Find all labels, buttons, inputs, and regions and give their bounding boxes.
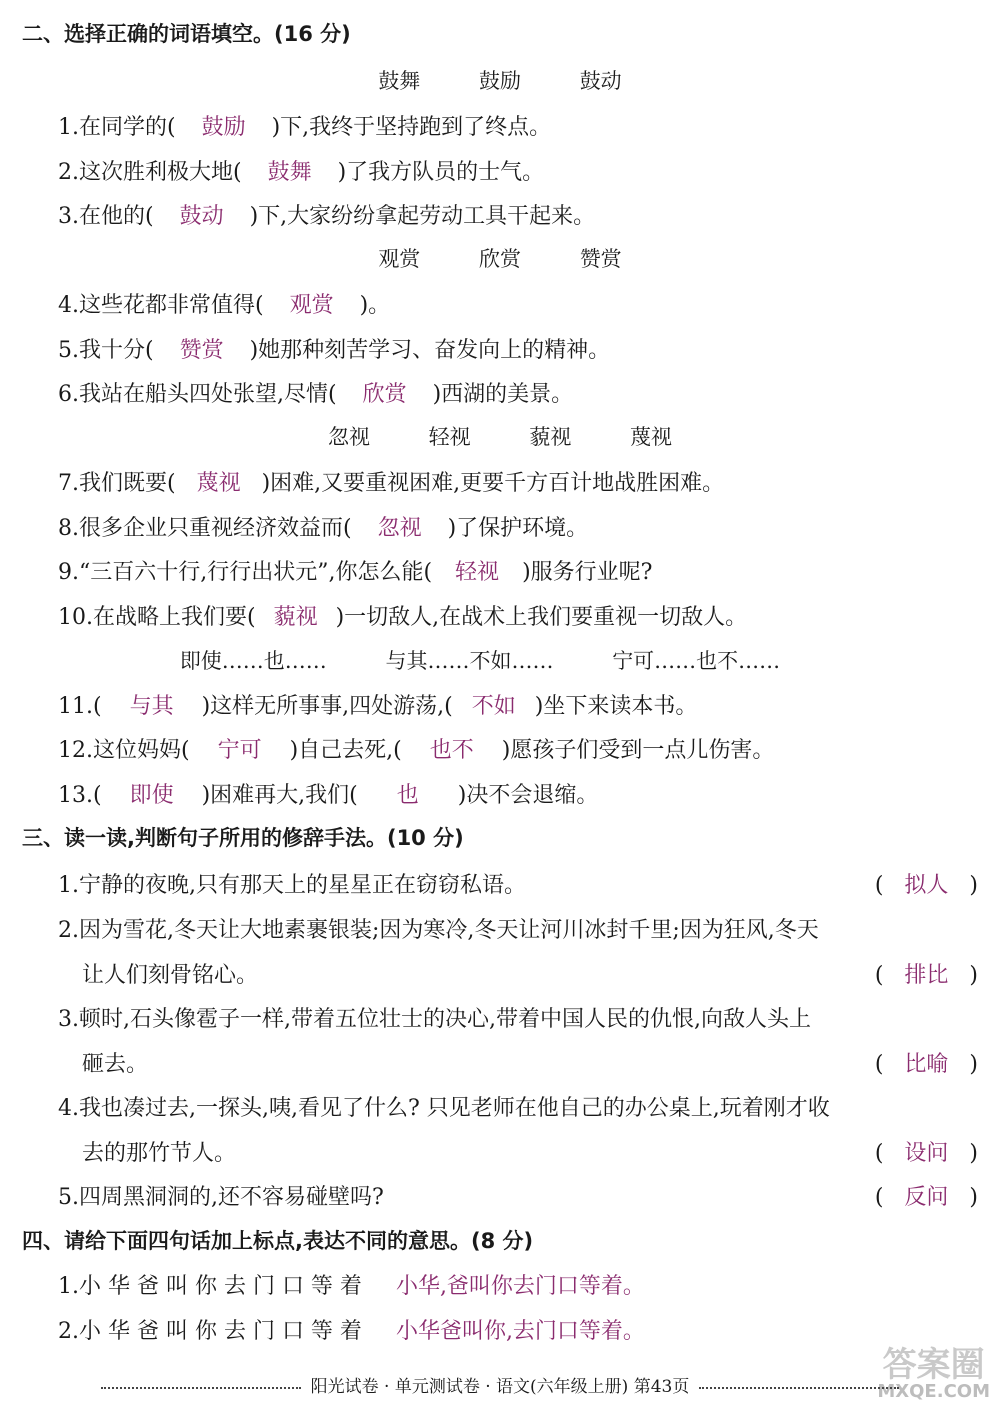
- rhetoric-question-1: 1.宁静的夜晚,只有那天上的星星正在窃窃私语。: [58, 873, 526, 898]
- word-option: 观赏: [378, 247, 421, 271]
- word-option: 轻视: [428, 425, 471, 449]
- answer: 即使: [129, 783, 174, 808]
- section-3-title: 三、读一读,判断句子所用的修辞手法。(10 分): [22, 826, 464, 850]
- answer: 小华,爸叫你去门口等着。: [395, 1274, 645, 1299]
- rhetoric-question-5: 5.四周黑洞洞的,还不容易碰壁吗?: [58, 1185, 384, 1210]
- rhetoric-answer-4: ( 设问 ): [874, 1141, 978, 1166]
- answer: 鼓励: [201, 115, 246, 140]
- answer: 鼓舞: [267, 160, 312, 185]
- question-4: 4.这些花都非常值得( 观赏 )。: [58, 288, 390, 319]
- question-9: 9.“三百六十行,行行出状元”,你怎么能( 轻视 )服务行业呢?: [58, 555, 652, 586]
- answer: 与其: [129, 694, 174, 719]
- rhetoric-question-3-cont: 砸去。: [82, 1052, 149, 1077]
- answer: 鼓动: [179, 204, 224, 229]
- rhetoric-question-3: 3.顿时,石头像雹子一样,带着五位壮士的决心,带着中国人民的仇恨,向敌人头上: [58, 1007, 811, 1032]
- rhetoric-question-4-cont: 去的那竹节人。: [82, 1141, 237, 1166]
- rhetoric-question-2-cont: 让人们刻骨铭心。: [82, 963, 259, 988]
- question-8: 8.很多企业只重视经济效益而( 忽视 )了保护环境。: [58, 511, 588, 542]
- word-option: 蔑视: [630, 425, 673, 449]
- question-6: 6.我站在船头四处张望,尽情( 欣赏 )西湖的美景。: [58, 377, 573, 408]
- rhetoric-question-4: 4.我也凑过去,一探头,咦,看见了什么? 只见老师在他自己的办公桌上,玩着刚才收: [58, 1096, 830, 1121]
- answer: 欣赏: [362, 382, 407, 407]
- rhetoric-answer-3: ( 比喻 ): [874, 1052, 978, 1077]
- answer: 轻视: [455, 560, 500, 585]
- answer: 忽视: [377, 516, 422, 541]
- punctuation-question-2: 2.小 华 爸 叫 你 去 门 口 等 着 小华爸叫你,去门口等着。: [58, 1319, 645, 1344]
- answer: 也: [396, 783, 419, 808]
- page-footer: [0, 1372, 1000, 1397]
- question-10: 10.在战略上我们要( 藐视 )一切敌人,在战术上我们要重视一切敌人。: [58, 600, 747, 631]
- divider: [101, 1387, 301, 1389]
- question-7: 7.我们既要( 蔑视 )困难,又要重视困难,更要千方百计地战胜困难。: [58, 466, 724, 497]
- word-option: 鼓舞: [378, 69, 421, 93]
- question-2: 2.这次胜利极大地( 鼓舞 )了我方队员的士气。: [58, 155, 544, 186]
- rhetoric-answer-2: ( 排比 ): [874, 963, 978, 988]
- rhetoric-answer-5: ( 反问 ): [874, 1185, 978, 1210]
- answer: 观赏: [289, 293, 334, 318]
- answer: 蔑视: [196, 471, 241, 496]
- answer: 小华爸叫你,去门口等着。: [395, 1319, 645, 1344]
- section-2-title: 二、选择正确的词语填空。(16 分): [22, 22, 351, 46]
- question-1: 1.在同学的( 鼓励 )下,我终于坚持跑到了终点。: [58, 110, 551, 141]
- question-5: 5.我十分( 赞赏 )她那种刻苦学习、奋发向上的精神。: [58, 333, 610, 364]
- word-option: 鼓励: [479, 69, 521, 93]
- watermark: 答案圈 MXQE.COM: [877, 1345, 990, 1402]
- section-4-title: 四、请给下面四句话加上标点,表达不同的意思。(8 分): [22, 1229, 534, 1253]
- word-option: 赞赏: [579, 247, 622, 271]
- word-option: 忽视: [327, 425, 370, 449]
- word-option: 欣赏: [479, 247, 521, 271]
- answer: 宁可: [217, 738, 262, 763]
- answer: 也不: [429, 738, 474, 763]
- punctuation-question-1: 1.小 华 爸 叫 你 去 门 口 等 着 小华,爸叫你去门口等着。: [58, 1274, 645, 1299]
- question-13: 13.( 即使 )困难再大,我们( 也 )决不会退缩。: [58, 778, 598, 809]
- rhetoric-question-2: 2.因为雪花,冬天让大地素裹银装;因为寒冷,冬天让河川冰封千里;因为狂风,冬天: [58, 918, 819, 943]
- word-option: 与其……不如……: [385, 649, 554, 673]
- word-option: 宁可……也不……: [612, 649, 781, 673]
- question-3: 3.在他的( 鼓动 )下,大家纷纷拿起劳动工具干起来。: [58, 199, 595, 230]
- answer: 赞赏: [179, 338, 224, 363]
- word-group-2: [0, 243, 1000, 273]
- word-option: 藐视: [529, 425, 572, 449]
- word-option: 鼓动: [579, 69, 622, 93]
- word-option: 即使……也……: [179, 649, 327, 673]
- question-11: 11.( 与其 )这样无所事事,四处游荡,( 不如 )坐下来读本书。: [58, 689, 697, 720]
- word-group-1: [0, 65, 1000, 95]
- word-group-4: [0, 645, 980, 675]
- word-group-3: [0, 421, 1000, 451]
- answer: 藐视: [273, 605, 318, 630]
- footer-text: 阳光试卷 · 单元测试卷 · 语文(六年级上册) 第43页: [310, 1377, 690, 1397]
- divider: [699, 1387, 899, 1389]
- question-12: 12.这位妈妈( 宁可 )自己去死,( 也不 )愿孩子们受到一点儿伤害。: [58, 733, 774, 764]
- answer: 不如: [471, 694, 516, 719]
- rhetoric-answer-1: ( 拟人 ): [874, 873, 978, 898]
